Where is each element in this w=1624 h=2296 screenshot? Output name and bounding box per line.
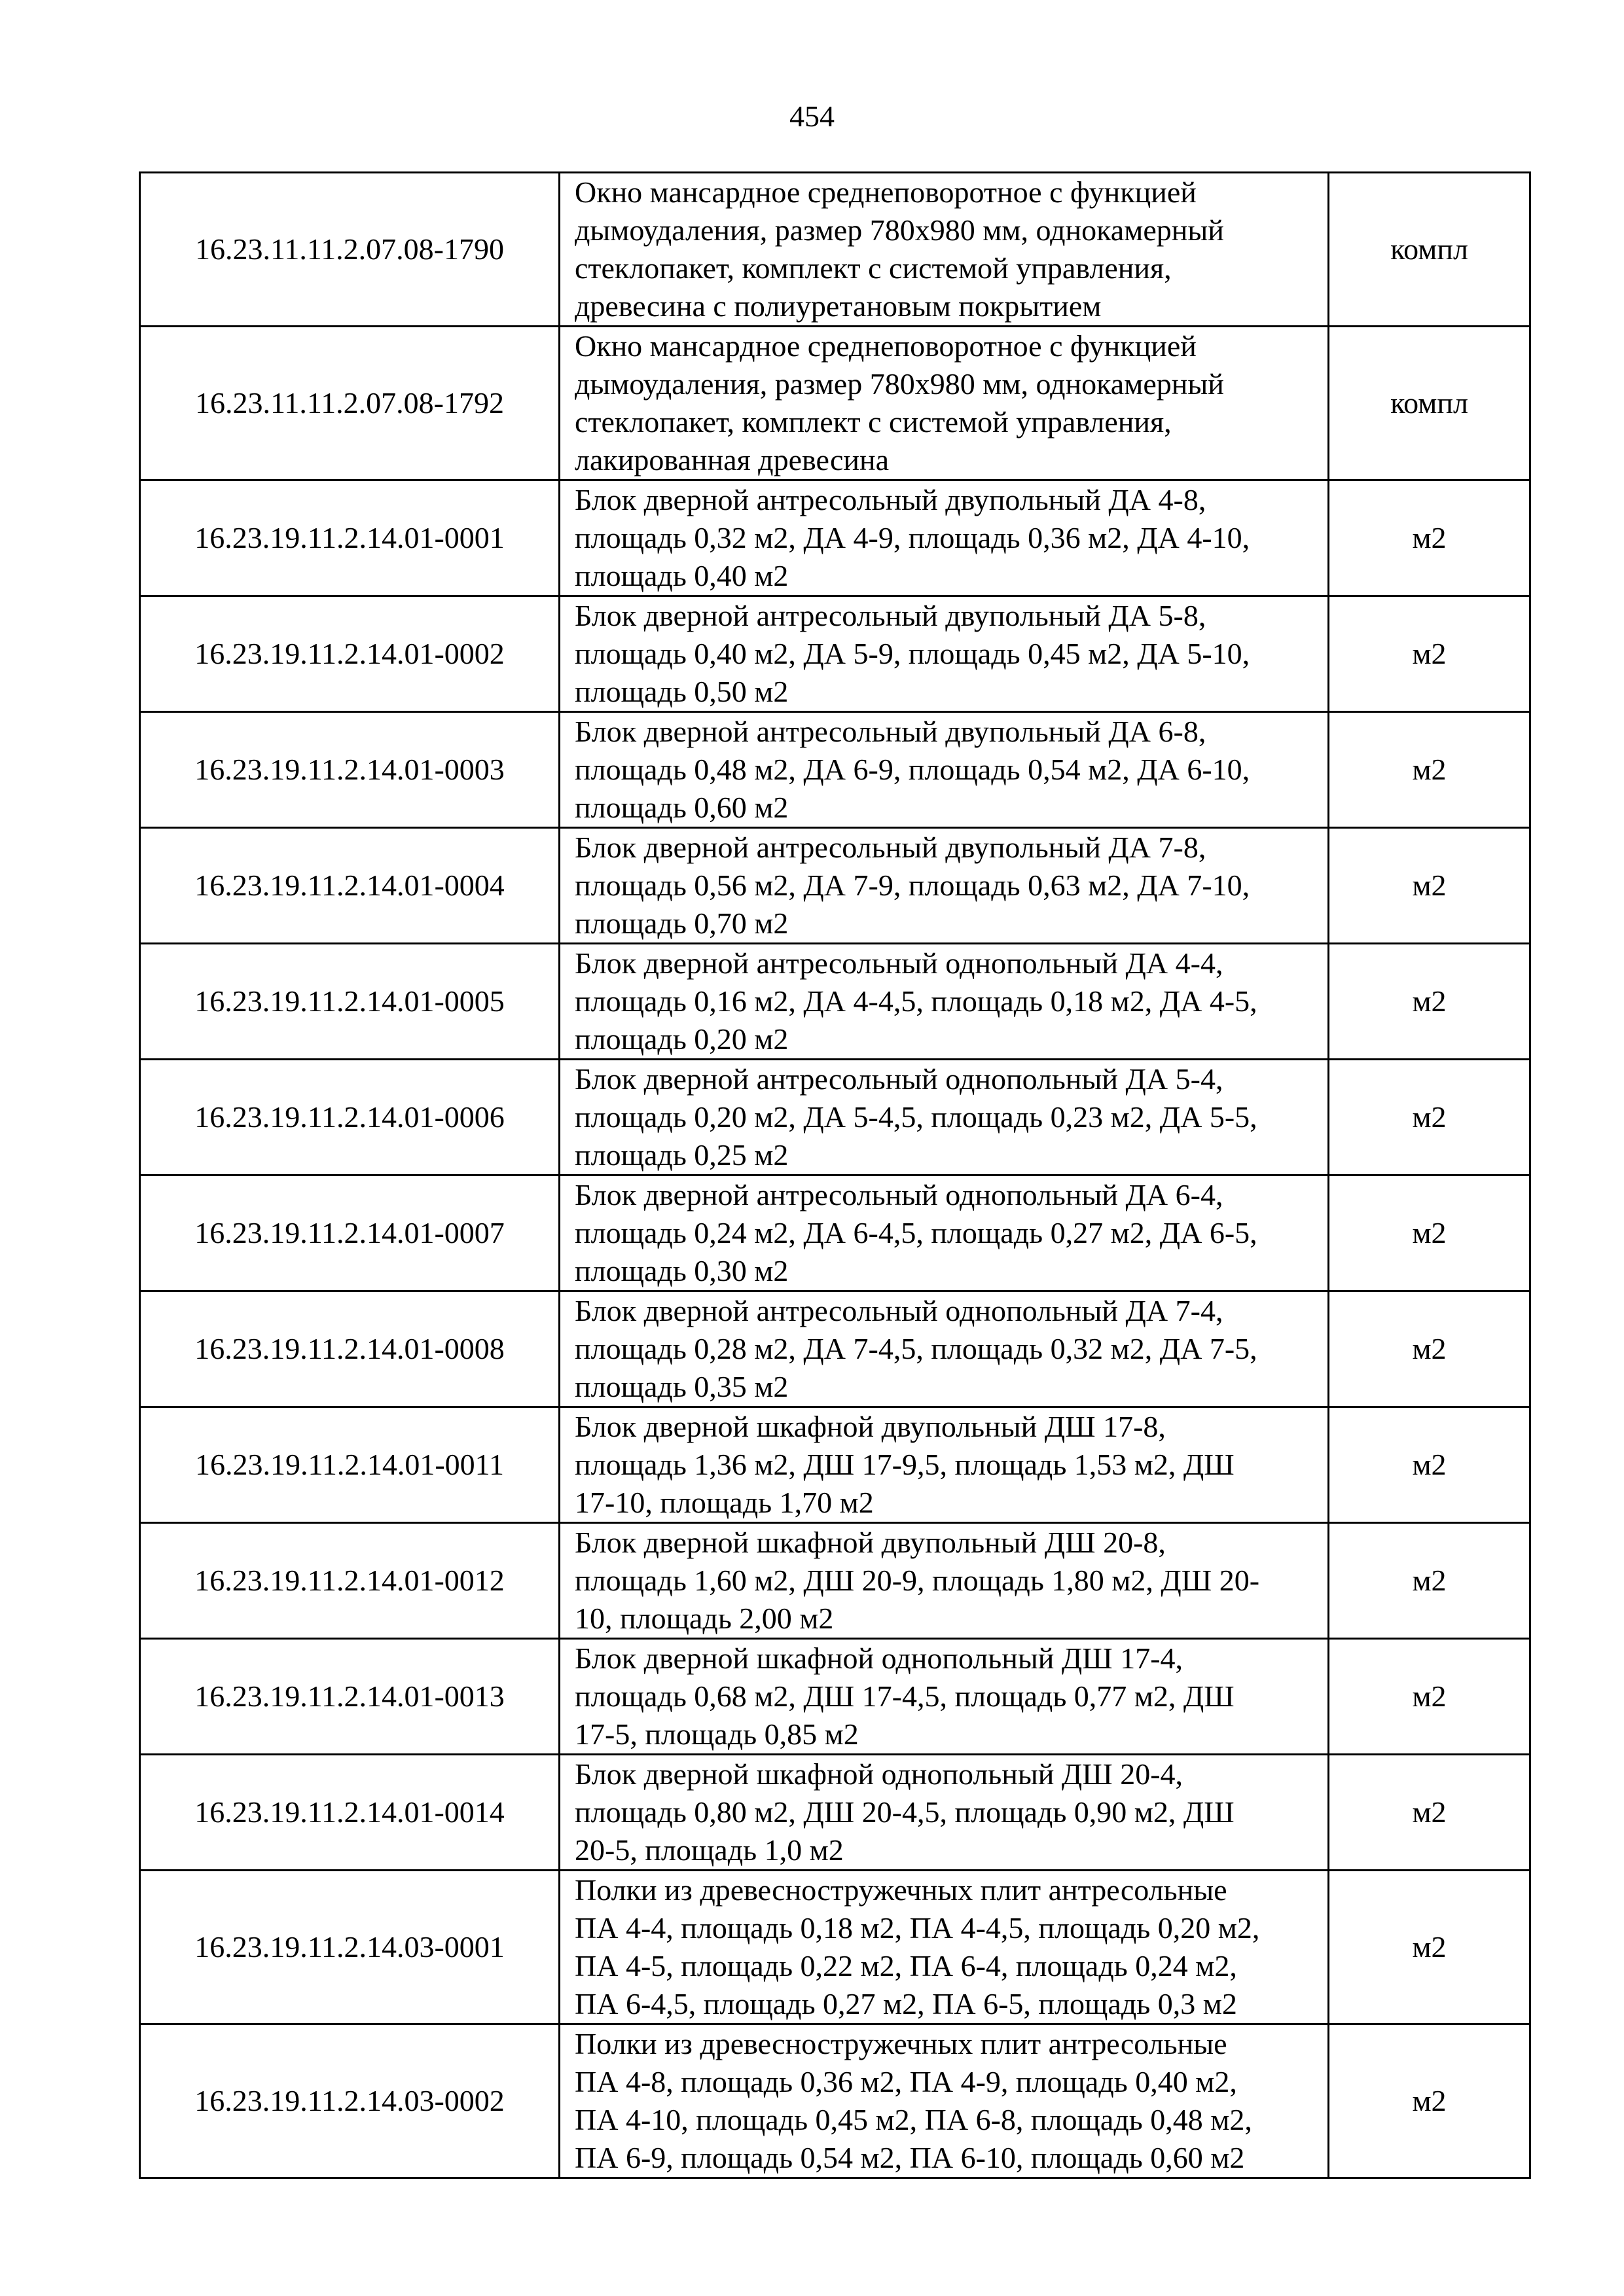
description-line: Полки из древесностружечных плит антресольные <box>575 1873 1227 1907</box>
table-row <box>140 480 1530 596</box>
description-line: ПА 4-8, площадь 0,36 м2, ПА 4-9, площадь 0,40 м2, <box>575 2065 1237 2098</box>
description-line: площадь 0,48 м2, ДА 6-9, площадь 0,54 м2, ДА 6-10, <box>575 753 1250 786</box>
resource-description-cell <box>560 1060 1329 1175</box>
description-line: древесина с полиуретановым покрытием <box>575 289 1102 323</box>
resource-price-table <box>139 171 1531 2179</box>
table-row <box>140 2024 1530 2178</box>
description-line: площадь 0,25 м2 <box>575 1138 789 1172</box>
resource-description-cell <box>560 173 1329 327</box>
description-line: площадь 0,60 м2 <box>575 791 789 824</box>
unit-of-measure-cell: м2 <box>1329 1871 1530 2024</box>
table-row <box>140 1060 1530 1175</box>
unit-of-measure-cell: м2 <box>1329 2024 1530 2178</box>
description-line: площадь 0,24 м2, ДА 6-4,5, площадь 0,27 м2, ДА 6-5, <box>575 1216 1257 1249</box>
resource-code-cell: 16.23.19.11.2.14.01-0004 <box>140 828 560 944</box>
description-line: Окно мансардное среднеповоротное с функцией <box>575 175 1197 209</box>
description-line: Блок дверной антресольный однопольный ДА 6-4, <box>575 1178 1223 1211</box>
resource-description-cell <box>560 1639 1329 1755</box>
resource-description-cell <box>560 1291 1329 1407</box>
resource-code-cell: 16.23.19.11.2.14.01-0001 <box>140 480 560 596</box>
description-line: площадь 0,16 м2, ДА 4-4,5, площадь 0,18 м2, ДА 4-5, <box>575 984 1257 1018</box>
unit-of-measure-cell: м2 <box>1329 1291 1530 1407</box>
description-line: ПА 6-4,5, площадь 0,27 м2, ПА 6-5, площадь 0,3 м2 <box>575 1987 1237 2020</box>
table-row <box>140 712 1530 828</box>
unit-of-measure-cell: м2 <box>1329 1407 1530 1523</box>
description-line: площадь 0,40 м2 <box>575 559 789 592</box>
resource-description-cell <box>560 1407 1329 1523</box>
description-line: ПА 4-5, площадь 0,22 м2, ПА 6-4, площадь 0,24 м2, <box>575 1949 1237 1982</box>
unit-of-measure-cell: м2 <box>1329 828 1530 944</box>
description-line: площадь 0,50 м2 <box>575 675 789 708</box>
resource-code-cell: 16.23.19.11.2.14.01-0008 <box>140 1291 560 1407</box>
resource-code-cell: 16.23.19.11.2.14.01-0002 <box>140 596 560 712</box>
description-line: ПА 4-10, площадь 0,45 м2, ПА 6-8, площадь 0,48 м2, <box>575 2103 1252 2136</box>
unit-of-measure-cell: м2 <box>1329 1523 1530 1639</box>
description-line: площадь 0,80 м2, ДШ 20-4,5, площадь 0,90 м2, ДШ <box>575 1795 1235 1829</box>
description-line: 20-5, площадь 1,0 м2 <box>575 1833 844 1867</box>
description-line: площадь 0,32 м2, ДА 4-9, площадь 0,36 м2, ДА 4-10, <box>575 521 1250 554</box>
description-line: Окно мансардное среднеповоротное с функцией <box>575 329 1197 363</box>
resource-description-cell <box>560 1871 1329 2024</box>
description-line: Блок дверной антресольный однопольный ДА 4-4, <box>575 946 1223 980</box>
table-row <box>140 1407 1530 1523</box>
unit-of-measure-cell: компл <box>1329 327 1530 480</box>
description-line: Блок дверной шкафной двупольный ДШ 17-8, <box>575 1410 1166 1443</box>
table-row <box>140 1871 1530 2024</box>
description-line: 17-5, площадь 0,85 м2 <box>575 1717 859 1751</box>
resource-code-cell: 16.23.11.11.2.07.08-1792 <box>140 327 560 480</box>
resource-description-cell <box>560 2024 1329 2178</box>
resource-description-cell <box>560 1755 1329 1871</box>
description-line: Полки из древесностружечных плит антресольные <box>575 2027 1227 2060</box>
resource-description-cell <box>560 327 1329 480</box>
table-row <box>140 1523 1530 1639</box>
resource-description-cell <box>560 712 1329 828</box>
table-row <box>140 1639 1530 1755</box>
description-line: 17-10, площадь 1,70 м2 <box>575 1486 874 1519</box>
description-line: Блок дверной антресольный двупольный ДА 5-8, <box>575 599 1206 632</box>
unit-of-measure-cell: м2 <box>1329 596 1530 712</box>
unit-of-measure-cell: м2 <box>1329 1060 1530 1175</box>
resource-code-cell: 16.23.19.11.2.14.01-0014 <box>140 1755 560 1871</box>
description-line: 10, площадь 2,00 м2 <box>575 1602 834 1635</box>
resource-description-cell <box>560 596 1329 712</box>
description-line: Блок дверной антресольный однопольный ДА 7-4, <box>575 1294 1223 1327</box>
table-row <box>140 327 1530 480</box>
table-row <box>140 596 1530 712</box>
resource-code-cell: 16.23.19.11.2.14.01-0006 <box>140 1060 560 1175</box>
table-row <box>140 173 1530 327</box>
table-row <box>140 828 1530 944</box>
description-line: площадь 0,28 м2, ДА 7-4,5, площадь 0,32 м2, ДА 7-5, <box>575 1332 1257 1365</box>
description-line: дымоудаления, размер 780x980 мм, однокамерный <box>575 213 1224 247</box>
table-row <box>140 944 1530 1060</box>
resource-description-cell <box>560 1523 1329 1639</box>
description-line: площадь 1,36 м2, ДШ 17-9,5, площадь 1,53 м2, ДШ <box>575 1448 1235 1481</box>
description-line: ПА 4-4, площадь 0,18 м2, ПА 4-4,5, площадь 0,20 м2, <box>575 1911 1260 1945</box>
description-line: площадь 0,30 м2 <box>575 1254 789 1287</box>
description-line: стеклопакет, комплект с системой управления, <box>575 405 1172 439</box>
description-line: площадь 0,40 м2, ДА 5-9, площадь 0,45 м2, ДА 5-10, <box>575 637 1250 670</box>
resource-description-cell <box>560 1175 1329 1291</box>
table-row <box>140 1175 1530 1291</box>
unit-of-measure-cell: м2 <box>1329 480 1530 596</box>
resource-code-cell: 16.23.11.11.2.07.08-1790 <box>140 173 560 327</box>
description-line: площадь 0,35 м2 <box>575 1370 789 1403</box>
description-line: площадь 0,56 м2, ДА 7-9, площадь 0,63 м2, ДА 7-10, <box>575 869 1250 902</box>
description-line: площадь 0,20 м2 <box>575 1022 789 1056</box>
resource-code-cell: 16.23.19.11.2.14.03-0001 <box>140 1871 560 2024</box>
description-line: Блок дверной антресольный двупольный ДА 4-8, <box>575 483 1206 516</box>
description-line: Блок дверной антресольный двупольный ДА 6-8, <box>575 715 1206 748</box>
unit-of-measure-cell: м2 <box>1329 1639 1530 1755</box>
resource-description-cell <box>560 828 1329 944</box>
description-line: дымоудаления, размер 780x980 мм, однокамерный <box>575 367 1224 401</box>
resource-code-cell: 16.23.19.11.2.14.01-0012 <box>140 1523 560 1639</box>
description-line: ПА 6-9, площадь 0,54 м2, ПА 6-10, площадь 0,60 м2 <box>575 2141 1245 2174</box>
description-line: Блок дверной антресольный двупольный ДА 7-8, <box>575 831 1206 864</box>
resource-code-cell: 16.23.19.11.2.14.01-0011 <box>140 1407 560 1523</box>
resource-code-cell: 16.23.19.11.2.14.01-0013 <box>140 1639 560 1755</box>
resource-code-cell: 16.23.19.11.2.14.01-0005 <box>140 944 560 1060</box>
unit-of-measure-cell: м2 <box>1329 712 1530 828</box>
unit-of-measure-cell: м2 <box>1329 944 1530 1060</box>
description-line: площадь 0,68 м2, ДШ 17-4,5, площадь 0,77 м2, ДШ <box>575 1679 1235 1713</box>
unit-of-measure-cell: м2 <box>1329 1755 1530 1871</box>
description-line: стеклопакет, комплект с системой управления, <box>575 251 1172 285</box>
table-body <box>140 173 1530 2178</box>
resource-code-cell: 16.23.19.11.2.14.01-0007 <box>140 1175 560 1291</box>
description-line: лакированная древесина <box>575 443 890 476</box>
resource-code-cell: 16.23.19.11.2.14.03-0002 <box>140 2024 560 2178</box>
description-line: площадь 0,20 м2, ДА 5-4,5, площадь 0,23 м2, ДА 5-5, <box>575 1100 1257 1134</box>
resource-description-cell <box>560 480 1329 596</box>
page-number: 454 <box>789 99 835 133</box>
resource-code-cell: 16.23.19.11.2.14.01-0003 <box>140 712 560 828</box>
description-line: Блок дверной шкафной двупольный ДШ 20-8, <box>575 1526 1166 1559</box>
table-row <box>140 1755 1530 1871</box>
description-line: Блок дверной шкафной однопольный ДШ 20-4, <box>575 1757 1183 1791</box>
description-line: площадь 1,60 м2, ДШ 20-9, площадь 1,80 м2, ДШ 20- <box>575 1564 1260 1597</box>
description-line: Блок дверной антресольный однопольный ДА 5-4, <box>575 1062 1223 1096</box>
unit-of-measure-cell: компл <box>1329 173 1530 327</box>
unit-of-measure-cell: м2 <box>1329 1175 1530 1291</box>
resource-description-cell <box>560 944 1329 1060</box>
table-row <box>140 1291 1530 1407</box>
description-line: площадь 0,70 м2 <box>575 906 789 940</box>
description-line: Блок дверной шкафной однопольный ДШ 17-4, <box>575 1641 1183 1675</box>
